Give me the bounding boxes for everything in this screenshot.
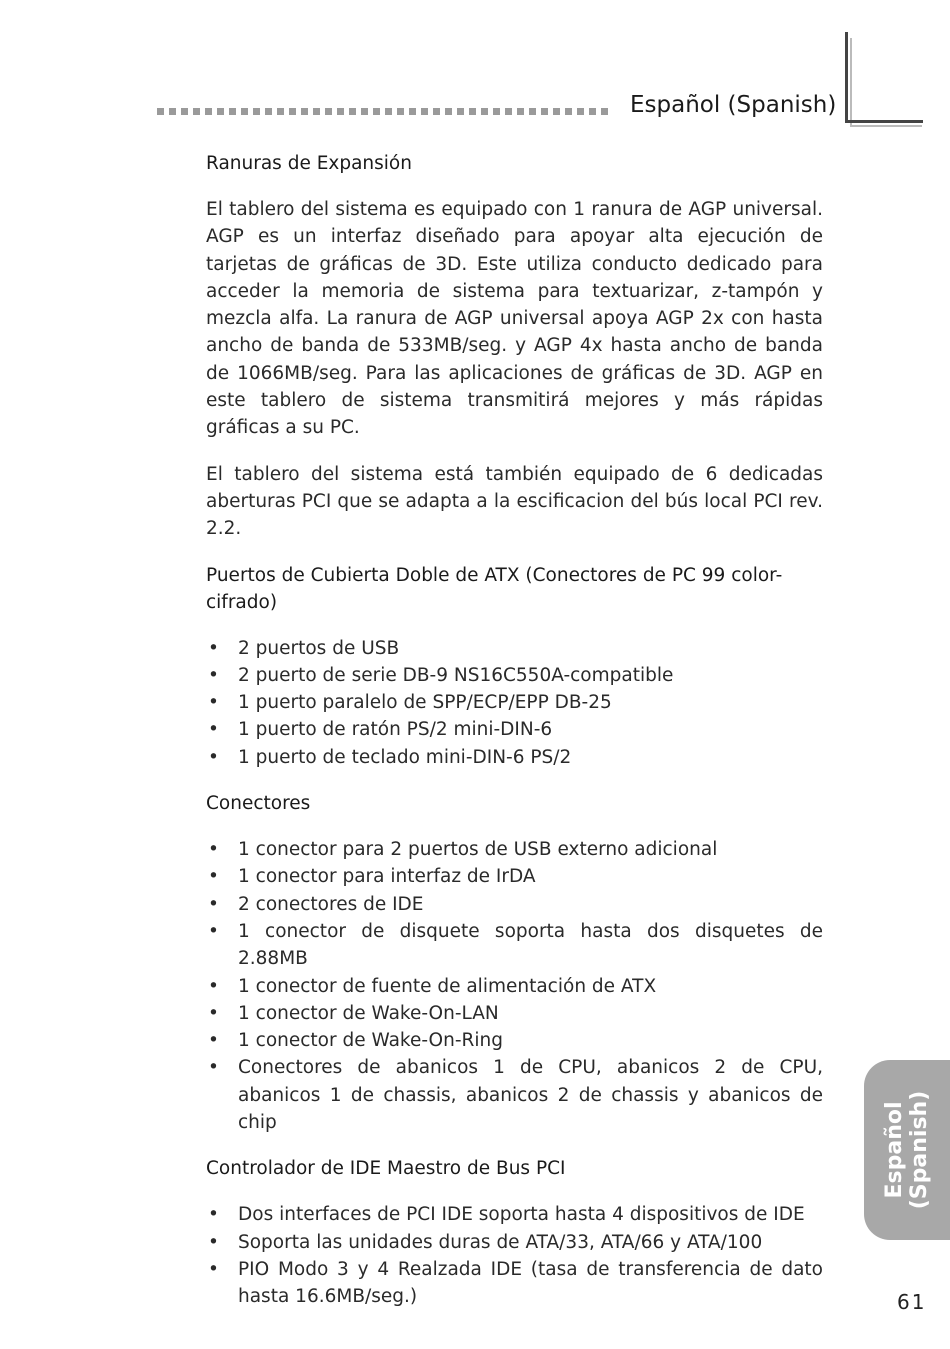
header-dot [469, 108, 476, 115]
list-item: • 1 conector para 2 puertos de USB externo adicional [206, 836, 823, 863]
header-dot [433, 108, 440, 115]
page-content [206, 150, 823, 1330]
list-item: • 1 conector para interfaz de IrDA [206, 863, 823, 890]
list-item: • 1 conector de fuente de alimentación de ATX [206, 973, 823, 1000]
section-heading: Conectores [206, 793, 311, 815]
paragraph: El tablero del sistema es equipado con 1 ranura de AGP universal. AGP es un interfaz diseñado para apoyar alta ejecución de tarjetas de gráficas de 3D. Este utiliza conducto dedicado para acceder la memoria de sistema para textuarizar, z-tampón y mezcla alfa. La ranura de AGP universal apoya AGP 2x con hasta ancho de banda de 533MB/seg. y AGP 4x hasta ancho de banda de 1066MB/seg. Para las aplicaciones de gráficas de 3D. AGP en este tablero de sistema transmitirá mejores y más rápidas gráficas a su PC. [206, 199, 823, 439]
header-dot [601, 108, 608, 115]
list-item: • Conectores de abanicos 1 de CPU, abanicos 2 de CPU, abanicos 1 de chassis, abanicos 2 de chassis y abanicos de chip [206, 1054, 823, 1136]
section-heading: Controlador de IDE Maestro de Bus PCI [206, 1158, 566, 1180]
page-number: 61 [897, 1290, 927, 1314]
side-tab-label [882, 1091, 932, 1210]
section-heading: Puertos de Cubierta Doble de ATX (Conectores de PC 99 color-cifrado) [206, 564, 783, 613]
language-side-tab [864, 1060, 950, 1240]
header-dot [553, 108, 560, 115]
header-dot [589, 108, 596, 115]
bullet-list [206, 836, 823, 1136]
header-dotted-rule [157, 108, 608, 115]
corner-mark-horizontal [845, 120, 923, 123]
header-dot [409, 108, 416, 115]
header-dot [289, 108, 296, 115]
list-item: • 2 conectores de IDE [206, 891, 823, 918]
header-dot [505, 108, 512, 115]
header-dot [157, 108, 164, 115]
list-item: • 2 puertos de USB [206, 635, 823, 662]
header-dot [517, 108, 524, 115]
bullet-list [206, 635, 823, 771]
header-dot [337, 108, 344, 115]
page-header-title: Español (Spanish) [630, 92, 837, 118]
header-dot [385, 108, 392, 115]
list-item: • 1 conector de disquete soporta hasta dos disquetes de 2.88MB [206, 918, 823, 973]
header-dot [325, 108, 332, 115]
header-dot [361, 108, 368, 115]
list-item: • 1 puerto paralelo de SPP/ECP/EPP DB-25 [206, 689, 823, 716]
header-dot [241, 108, 248, 115]
header-dot [541, 108, 548, 115]
list-item: • 1 puerto de teclado mini-DIN-6 PS/2 [206, 744, 823, 771]
section-heading: Ranuras de Expansión [206, 153, 412, 174]
list-item: • PIO Modo 3 y 4 Realzada IDE (tasa de transferencia de dato hasta 16.6MB/seg.) [206, 1256, 823, 1311]
header-dot [529, 108, 536, 115]
header-dot [577, 108, 584, 115]
header-dot [169, 108, 176, 115]
bullet-list [206, 1201, 823, 1310]
header-dot [421, 108, 428, 115]
header-dot [397, 108, 404, 115]
list-item: • Dos interfaces de PCI IDE soporta hasta 4 dispositivos de IDE [206, 1201, 823, 1228]
header-dot [193, 108, 200, 115]
header-dot [313, 108, 320, 115]
header-dot [457, 108, 464, 115]
corner-mark-horizontal-shadow [850, 125, 922, 127]
corner-mark-vertical [845, 32, 848, 122]
header-dot [349, 108, 356, 115]
corner-mark-vertical-shadow [850, 38, 852, 126]
header-dot [265, 108, 272, 115]
paragraph: El tablero del sistema está también equipado de 6 dedicadas aberturas PCI que se adapta a la escificacion del bús local PCI rev. 2.2. [206, 463, 823, 540]
list-item: • 1 conector de Wake-On-Ring [206, 1027, 823, 1054]
header-dot [217, 108, 224, 115]
list-item: • Soporta las unidades duras de ATA/33, ATA/66 y ATA/100 [206, 1229, 823, 1256]
header-dot [565, 108, 572, 115]
side-tab-line1: Español [882, 1101, 907, 1199]
header-dot [181, 108, 188, 115]
header-dot [301, 108, 308, 115]
list-item: • 1 conector de Wake-On-LAN [206, 1000, 823, 1027]
list-item: • 2 puerto de serie DB-9 NS16C550A-compatible [206, 662, 823, 689]
header-dot [493, 108, 500, 115]
header-dot [205, 108, 212, 115]
list-item: • 1 puerto de ratón PS/2 mini-DIN-6 [206, 716, 823, 743]
header-dot [277, 108, 284, 115]
side-tab-line2: (Spanish) [907, 1090, 932, 1210]
header-dot [253, 108, 260, 115]
header-dot [445, 108, 452, 115]
header-dot [229, 108, 236, 115]
header-dot [481, 108, 488, 115]
header-dot [373, 108, 380, 115]
